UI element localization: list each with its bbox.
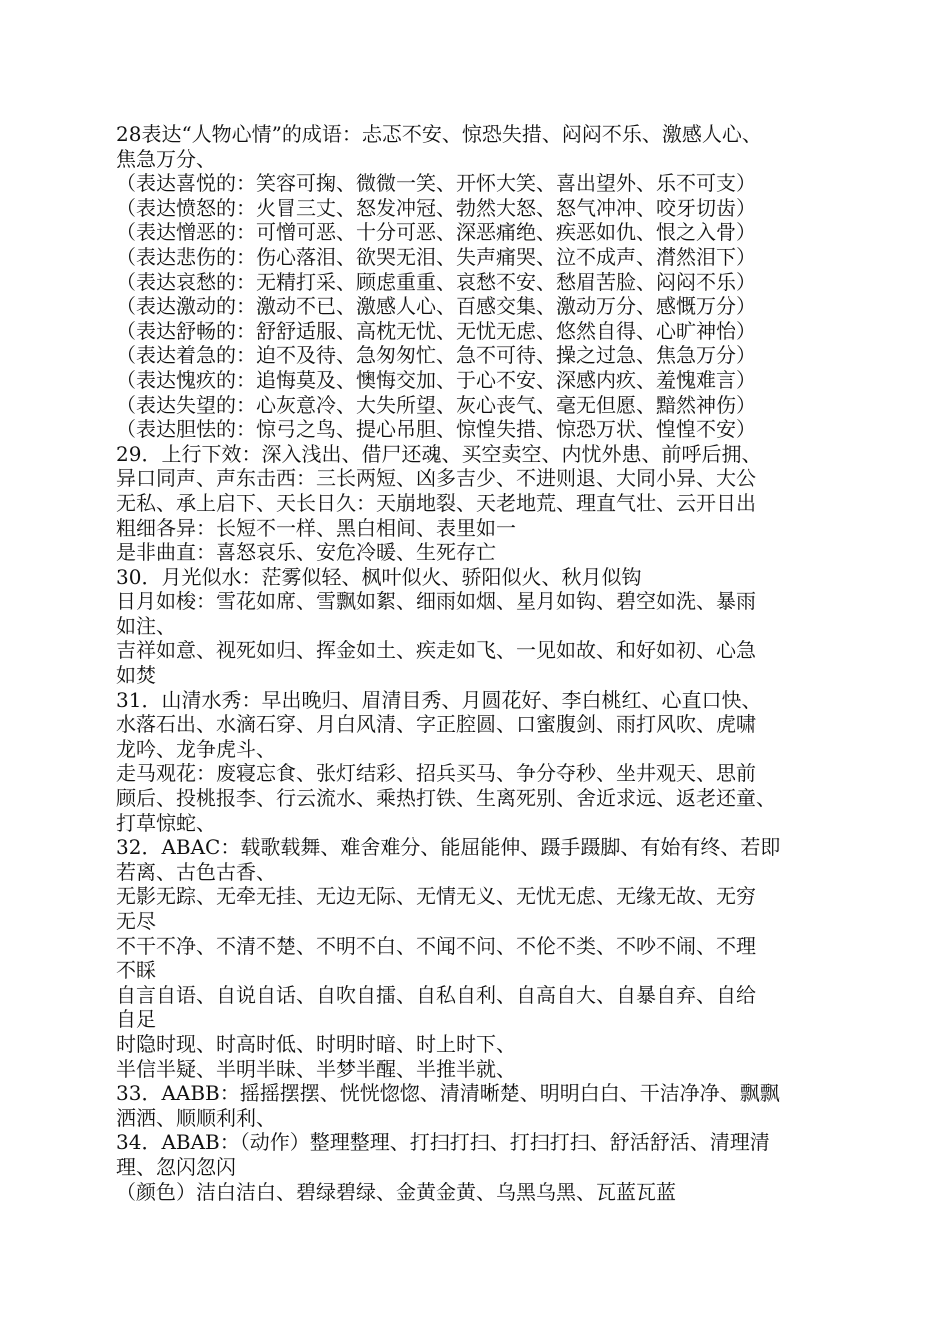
text-line: （表达悲伤的：伤心落泪、欲哭无泪、失声痛哭、泣不成声、潸然泪下） bbox=[116, 244, 756, 269]
document-page bbox=[116, 122, 856, 1204]
text-line: （表达失望的：心灰意冷、大失所望、灰心丧气、毫无但愿、黯然神伤） bbox=[116, 392, 756, 417]
text-line: （表达喜悦的：笑容可掬、微微一笑、开怀大笑、喜出望外、乐不可支） bbox=[116, 171, 756, 196]
text-line: 焦急万分、 bbox=[116, 146, 216, 171]
text-line: （表达哀愁的：无精打采、顾虑重重、哀愁不安、愁眉苦脸、闷闷不乐） bbox=[116, 269, 756, 294]
text-line: 不睬 bbox=[116, 958, 156, 983]
text-line: 粗细各异：长短不一样、黑白相间、表里如一 bbox=[116, 515, 516, 540]
text-line: 33．AABB：摇摇摆摆、恍恍惚惚、清清晰楚、明明白白、干洁净净、飘飘 bbox=[116, 1081, 780, 1106]
text-line: 如焚 bbox=[116, 663, 156, 688]
text-line: 不干不净、不清不楚、不明不白、不闻不问、不伦不类、不吵不闹、不理 bbox=[116, 933, 756, 958]
text-line: 30．月光似水：茫雾似轻、枫叶似火、骄阳似火、秋月似钩 bbox=[116, 564, 642, 589]
text-line: 是非曲直：喜怒哀乐、安危冷暖、生死存亡 bbox=[116, 540, 496, 565]
text-line: 理、忽闪忽闪 bbox=[116, 1154, 236, 1179]
text-line: 异口同声、声东击西：三长两短、凶多吉少、不进则退、大同小异、大公 bbox=[116, 466, 756, 491]
text-line: 如注、 bbox=[116, 613, 176, 638]
text-line: 洒洒、顺顺利利、 bbox=[116, 1105, 276, 1130]
text-line: 29．上行下效：深入浅出、借尸还魂、买空卖空、内忧外患、前呼后拥、 bbox=[116, 441, 762, 466]
text-line: 无私、承上启下、天长日久：天崩地裂、天老地荒、理直气壮、云开日出 bbox=[116, 490, 756, 515]
text-line: （表达舒畅的：舒舒适服、高枕无忧、无忧无虑、悠然自得、心旷神怡） bbox=[116, 318, 756, 343]
text-line: 日月如梭：雪花如席、雪飘如絮、细雨如烟、星月如钩、碧空如洗、暴雨 bbox=[116, 589, 756, 614]
text-line: （表达胆怯的：惊弓之鸟、提心吊胆、惊惶失措、惊恐万状、惶惶不安） bbox=[116, 417, 756, 442]
text-line: （颜色）洁白洁白、碧绿碧绿、金黄金黄、乌黑乌黑、瓦蓝瓦蓝 bbox=[116, 1179, 676, 1204]
text-line: 打草惊蛇、 bbox=[116, 810, 216, 835]
text-line: 无影无踪、无牵无挂、无边无际、无情无义、无忧无虑、无缘无故、无穷 bbox=[116, 884, 756, 909]
text-line: 31．山清水秀：早出晚归、眉清目秀、月圆花好、李白桃红、心直口快、 bbox=[116, 687, 762, 712]
text-line: 无尽 bbox=[116, 909, 156, 933]
text-line: 龙吟、龙争虎斗、 bbox=[116, 736, 276, 761]
text-line: 吉祥如意、视死如归、挥金如土、疾走如飞、一见如故、和好如初、心急 bbox=[116, 638, 756, 663]
text-line: 走马观花：废寝忘食、张灯结彩、招兵买马、争分夺秒、坐井观天、思前 bbox=[116, 761, 756, 786]
text-line: 34．ABAB：（动作）整理整理、打扫打扫、打扫打扫、舒活舒活、清理清 bbox=[116, 1130, 770, 1155]
text-line: （表达着急的：迫不及待、急匆匆忙、急不可待、操之过急、焦急万分） bbox=[116, 343, 756, 368]
text-line: （表达愤怒的：火冒三丈、怒发冲冠、勃然大怒、怒气冲冲、咬牙切齿） bbox=[116, 195, 756, 220]
text-line: 顾后、投桃报李、行云流水、乘热打铁、生离死别、舍近求远、返老还童、 bbox=[116, 786, 776, 811]
text-line: 若离、古色古香、 bbox=[116, 859, 276, 884]
text-line: （表达憎恶的：可憎可恶、十分可恶、深恶痛绝、疾恶如仇、恨之入骨） bbox=[116, 220, 756, 245]
text-line: 时隐时现、时高时低、时明时暗、时上时下、 bbox=[116, 1031, 516, 1056]
text-line: （表达愧疚的：追悔莫及、懊悔交加、于心不安、深感内疚、羞愧难言） bbox=[116, 367, 756, 392]
text-line: 半信半疑、半明半昧、半梦半醒、半推半就、 bbox=[116, 1056, 516, 1081]
text-line: 自足 bbox=[116, 1007, 156, 1032]
text-line: 28表达“人物心情”的成语：忐忑不安、惊恐失措、闷闷不乐、激感人心、 bbox=[116, 122, 762, 146]
text-line: 水落石出、水滴石穿、月白风清、字正腔圆、口蜜腹剑、雨打风吹、虎啸 bbox=[116, 712, 756, 737]
text-line: 自言自语、自说自话、自吹自擂、自私自利、自高自大、自暴自弃、自给 bbox=[116, 982, 756, 1007]
text-line: （表达激动的：激动不已、激感人心、百感交集、激动万分、感慨万分） bbox=[116, 294, 756, 319]
text-line: 32．ABAC：载歌载舞、难舍难分、能屈能伸、蹑手蹑脚、有始有终、若即 bbox=[116, 835, 781, 860]
